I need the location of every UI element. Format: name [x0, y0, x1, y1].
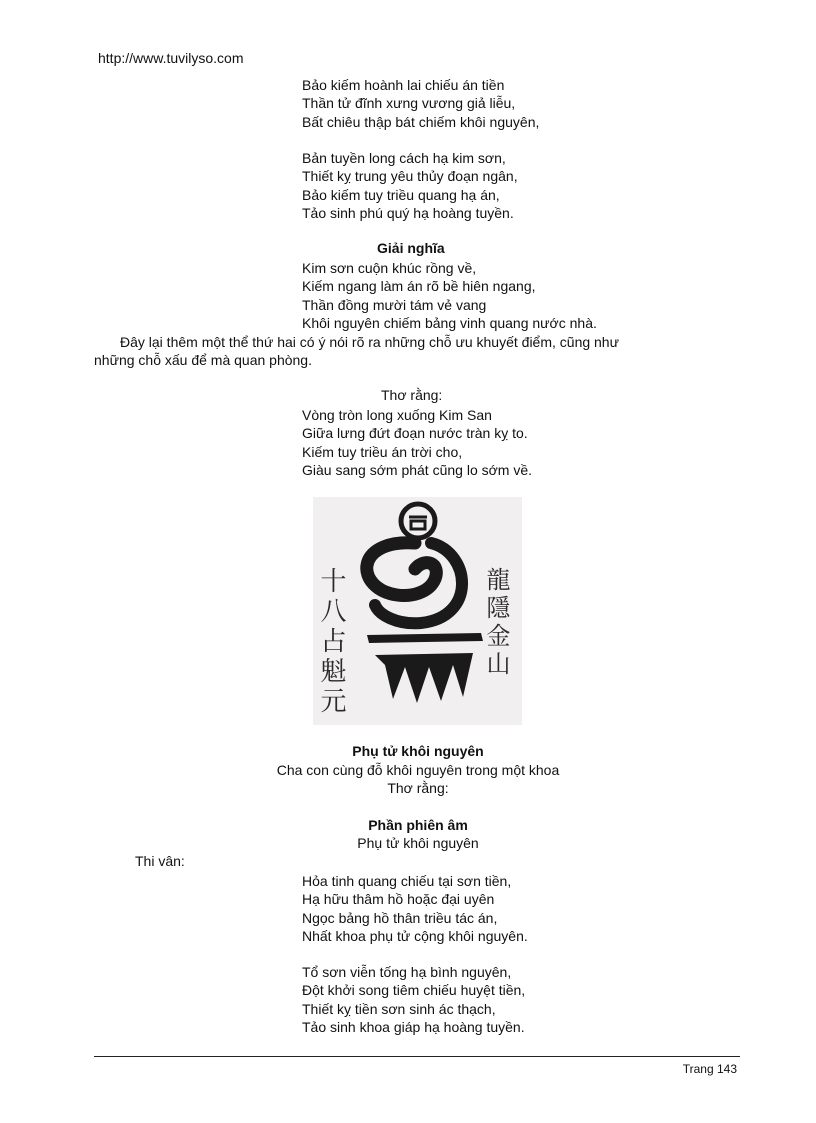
verse-line: Bảo kiếm tuy triều quang hạ án,: [302, 186, 500, 203]
verse-line: Bảo kiếm hoành lai chiếu án tiền: [302, 77, 505, 93]
verse-line: Nhất khoa phụ tử cộng khôi nguyên.: [302, 927, 528, 944]
thi-van-label: Thi vân:: [135, 853, 185, 869]
paragraph-line: Đây lại thêm một thể thứ hai có ý nói rõ ra những chỗ ưu khuyết điểm, cũng như: [120, 334, 619, 350]
body-paragraph: [94, 333, 744, 369]
verse-block-4: [302, 872, 528, 945]
section-subtitle: Cha con cùng đỗ khôi nguyên trong một khoa: [276, 762, 560, 778]
verse-line: Hỏa tinh quang chiếu tại sơn tiền,: [302, 873, 512, 889]
verse-line: Kim sơn cuộn khúc rồng về,: [302, 260, 477, 276]
geomancy-illustration: [313, 497, 522, 725]
verse-line: Tảo sinh phú quý hạ hoàng tuyền.: [302, 204, 514, 221]
verse-line: Giàu sang sớm phát cũng lo sớm về.: [302, 461, 533, 478]
footer-divider: [94, 1056, 740, 1057]
verse-line: Đột khởi song tiêm chiếu huyệt tiền,: [302, 982, 526, 999]
section-title: Phụ tử khôi nguyên: [352, 743, 484, 759]
verse-line: Hạ hữu thâm hồ hoặc đại uyên: [302, 891, 495, 908]
figure-right-text: 龍隱金山: [482, 567, 510, 679]
verse-block-giai-nghia: [302, 259, 597, 332]
verse-line: Ngọc bảng hồ thân triều tác án,: [302, 909, 498, 926]
figure-left-text: 十八占魁元: [316, 567, 346, 717]
verse-line: Kiếm tuy triều án trời cho,: [302, 443, 463, 460]
verse-line: Khôi nguyên chiếm bảng vinh quang nước nhà.: [302, 314, 597, 331]
phien-am-subtitle: Phụ tử khôi nguyên: [357, 835, 479, 851]
verse-line: Thiết kỵ tiền sơn sinh ác thạch,: [302, 1000, 496, 1017]
verse-block-1: [302, 76, 539, 131]
verse-line: Bất chiêu thập bát chiếm khôi nguyên,: [302, 113, 540, 130]
verse-block-5: [302, 963, 525, 1036]
verse-block-2: [302, 149, 518, 222]
verse-line: Giữa lưng đứt đoạn nước tràn kỵ to.: [302, 425, 528, 442]
verse-line: Thần tử đĩnh xưng vương giả liễu,: [302, 95, 516, 112]
verse-line: Kiếm ngang làm án rõ bề hiên ngang,: [302, 278, 536, 295]
tho-rang-label: Thơ rằng:: [381, 387, 443, 403]
verse-line: Thiết kỵ trung yêu thủy đoạn ngân,: [302, 168, 518, 185]
mountain-diagram-icon: [313, 497, 522, 725]
verse-line: Thần đồng mười tám vẻ vang: [302, 296, 487, 313]
verse-line: Bản tuyền long cách hạ kim sơn,: [302, 150, 506, 166]
header-url[interactable]: http://www.tuvilyso.com: [98, 50, 244, 66]
heading-giai-nghia: Giải nghĩa: [377, 240, 445, 256]
page-number: Trang 143: [682, 1062, 737, 1076]
paragraph-line: những chỗ xấu để mà quan phòng.: [94, 352, 312, 368]
verse-line: Tảo sinh khoa giáp hạ hoàng tuyền.: [302, 1018, 525, 1035]
tho-rang-label-2: Thơ rằng:: [387, 780, 449, 796]
verse-line: Vòng tròn long xuống Kim San: [302, 407, 492, 423]
verse-block-3: [302, 406, 532, 479]
verse-line: Tổ sơn viễn tống hạ bình nguyên,: [302, 964, 512, 980]
phien-am-heading: Phần phiên âm: [368, 817, 468, 833]
